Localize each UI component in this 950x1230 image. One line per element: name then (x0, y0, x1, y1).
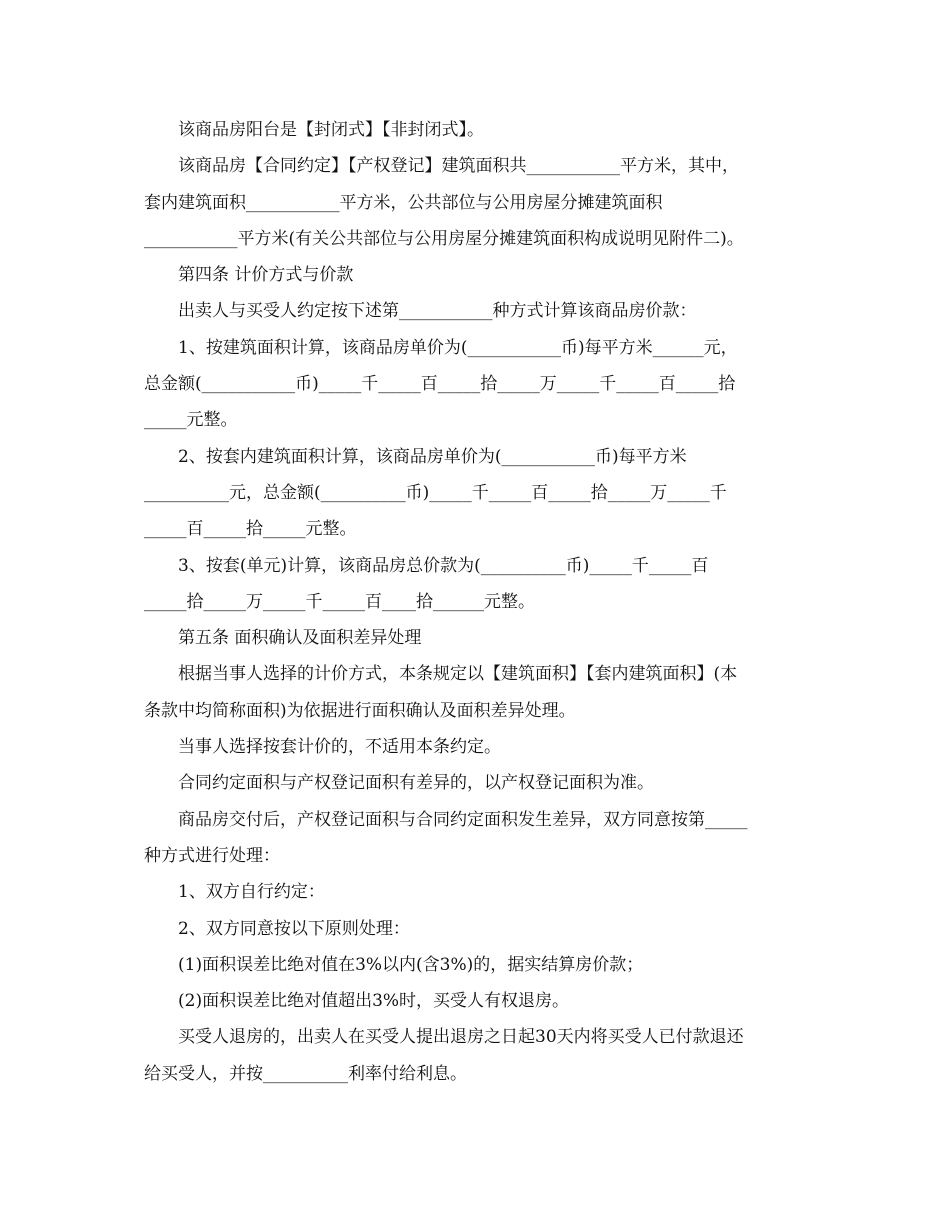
paragraph (144, 983, 806, 1019)
paragraph (144, 802, 806, 875)
paragraph-line: 当事人选择按套计价的，不适用本条约定。 (178, 737, 501, 758)
paragraph-line: __________元，总金额(__________币)_____千_____百_____拾_____万_____千 (144, 482, 727, 503)
paragraph-line: 3、按套(单元)计算，该商品房总价款为(__________币)_____千_____百 (178, 555, 709, 576)
paragraph-line: 第五条 面积确认及面积差异处理 (178, 628, 422, 649)
paragraph-line: 总金额(___________币)_____千_____百_____拾_____万_____千_____百_____拾 (144, 374, 736, 395)
paragraph-line: 出卖人与买受人约定按下述第___________种方式计算该商品房价款： (178, 301, 697, 322)
paragraph (144, 439, 806, 548)
paragraph-line: 2、双方同意按以下原则处理： (178, 918, 410, 939)
paragraph-line: 条款中均简称面积)为依据进行面积确认及面积差异处理。 (144, 700, 576, 721)
paragraph-line: (1)面积误差比绝对值在3%以内(含3%)的，据实结算房价款； (178, 954, 644, 975)
paragraph-line: _____百_____拾_____元整。 (144, 519, 357, 540)
paragraph-line: 1、按建筑面积计算，该商品房单价为(___________币)每平方米______元， (178, 337, 738, 358)
paragraph (144, 620, 806, 656)
paragraph-line: 合同约定面积与产权登记面积有差异的，以产权登记面积为准。 (178, 773, 654, 794)
paragraph (144, 1019, 806, 1092)
paragraph-line: 根据当事人选择的计价方式，本条规定以【建筑面积】【套内建筑面积】(本 (178, 664, 738, 685)
paragraph (144, 947, 806, 983)
paragraph (144, 330, 806, 439)
paragraph (144, 656, 806, 729)
paragraph-line: 1、双方自行约定： (178, 882, 325, 903)
paragraph-line: _____元整。 (144, 410, 238, 431)
paragraph (144, 548, 806, 621)
paragraph-line: 第四条 计价方式与价款 (178, 265, 354, 286)
paragraph-line: 买受人退房的，出卖人在买受人提出退房之日起30天内将买受人已付款退还 (178, 1027, 744, 1048)
paragraph-line: 商品房交付后，产权登记面积与合同约定面积发生差异，双方同意按第_____ (178, 809, 748, 830)
paragraph-line: 种方式进行处理： (144, 845, 280, 866)
paragraph-line: 该商品房【合同约定】【产权登记】建筑面积共___________平方米，其中， (178, 156, 739, 177)
paragraph (144, 293, 806, 329)
paragraph-line: 给买受人，并按__________利率付给利息。 (144, 1063, 467, 1084)
paragraph-line: ___________平方米(有关公共部位与公用房屋分摊建筑面积构成说明见附件二)。 (144, 228, 744, 249)
paragraph (144, 148, 806, 257)
paragraph-line: (2)面积误差比绝对值超出3%时，买受人有权退房。 (178, 991, 570, 1012)
paragraph (144, 765, 806, 801)
paragraph-line: 2、按套内建筑面积计算，该商品房单价为(___________币)每平方米 (178, 446, 687, 467)
paragraph (144, 729, 806, 765)
document-body (144, 112, 806, 1092)
paragraph (144, 257, 806, 293)
paragraph (144, 874, 806, 910)
paragraph-line: 该商品房阳台是【封闭式】【非封闭式】。 (178, 120, 484, 140)
paragraph (144, 911, 806, 947)
paragraph-line: _____拾_____万_____千_____百____拾______元整。 (144, 591, 535, 612)
paragraph (144, 112, 806, 148)
paragraph-line: 套内建筑面积___________平方米，公共部位与公用房屋分摊建筑面积 (144, 192, 663, 213)
